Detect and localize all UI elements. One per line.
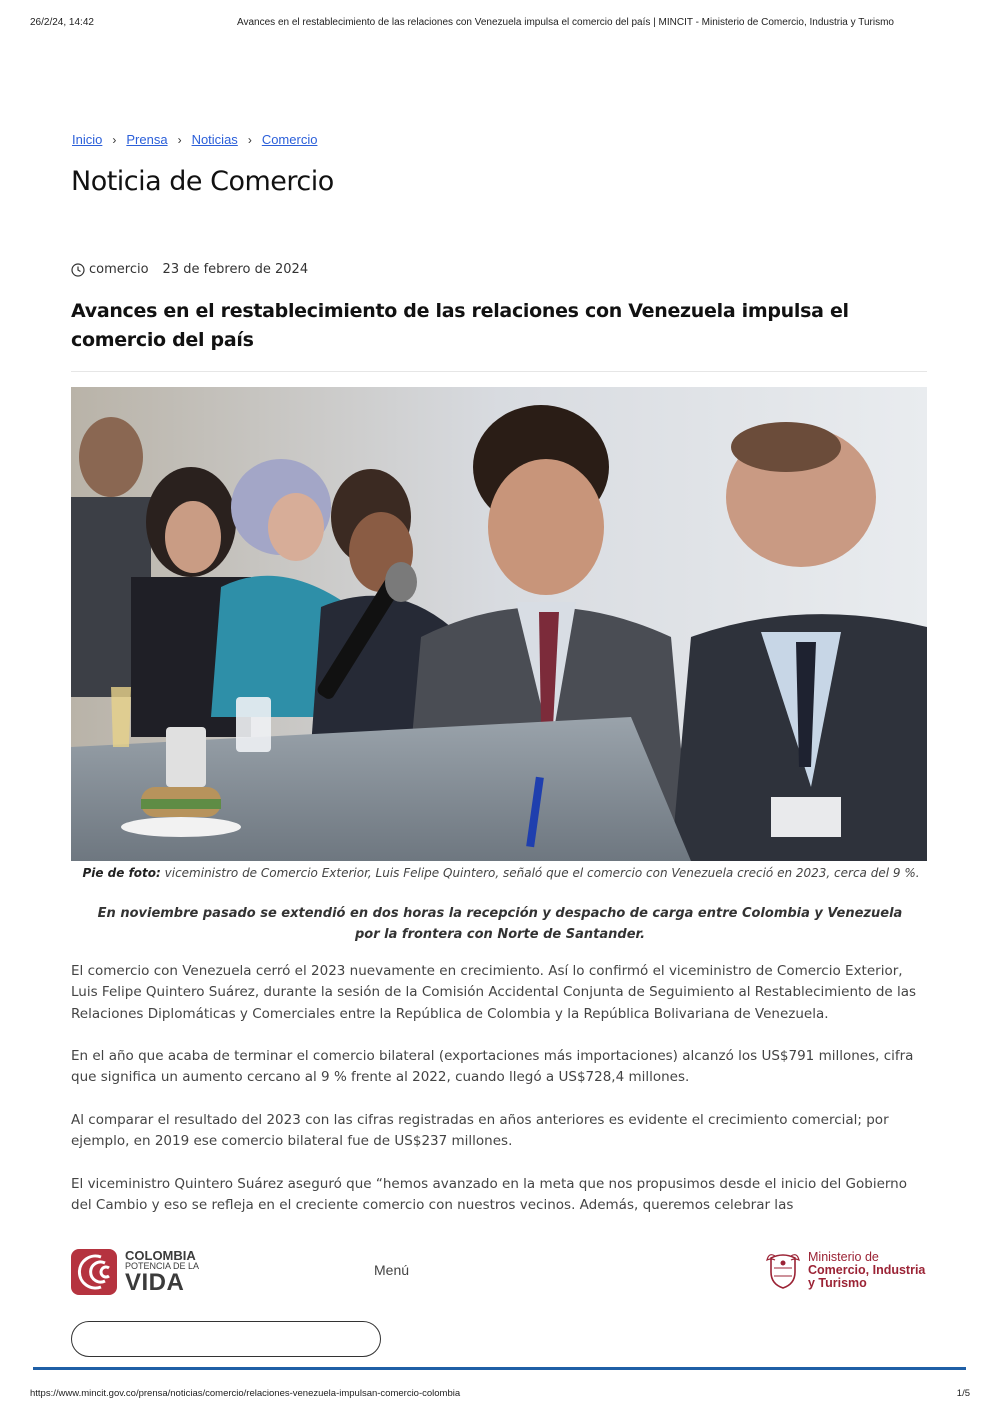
print-datetime: 26/2/24, 14:42 <box>30 17 94 28</box>
print-footer <box>30 1388 970 1399</box>
article-paragraph: En el año que acaba de terminar el comercio bilateral (exportaciones más importaciones) alcanzó los US$791 millones, cifra que significa un aumento cercano al 9 % frente al 2022, cuando llegó a US$728,4 millones. <box>71 1048 914 1086</box>
article-category: comercio <box>89 262 149 277</box>
print-url: https://www.mincit.gov.co/prensa/noticias/comercio/relaciones-venezuela-impulsan-comercio-colombia <box>30 1388 461 1399</box>
ministry-line-2: Comercio, Industria <box>808 1262 926 1277</box>
brand-line-2: POTENCIA DE LA <box>125 1261 200 1271</box>
menu-button[interactable]: Menú <box>374 1262 410 1278</box>
article-photo <box>71 387 927 861</box>
clock-icon <box>71 263 85 277</box>
coat-of-arms-icon <box>765 1250 801 1290</box>
article-paragraph: Al comparar el resultado del 2023 con las cifras registradas en años anteriores es evidente el crecimiento comercial; por ejemplo, en 2019 ese comercio bilateral fue de US$237 millones. <box>71 1112 889 1150</box>
breadcrumb-link-comercio[interactable]: Comercio <box>261 132 318 147</box>
breadcrumb-link-inicio[interactable]: Inicio <box>72 132 103 147</box>
print-document-title: Avances en el restablecimiento de las relaciones con Venezuela impulsa el comercio del país | MINCIT - Ministerio de Comercio, Industria y Turismo <box>237 17 894 28</box>
caption-text: viceministro de Comercio Exterior, Luis Felipe Quintero, señaló que el comercio con Venezuela creció en 2023, cerca del 9 %. <box>164 866 920 880</box>
chevron-right-icon: › <box>112 132 117 147</box>
ministry-line-3: y Turismo <box>808 1275 867 1290</box>
article-body <box>71 961 931 1238</box>
chevron-right-icon: › <box>177 132 182 147</box>
ministry-line-1: Ministerio de <box>808 1249 879 1264</box>
article-meta <box>71 262 308 277</box>
ministry-logo-text <box>808 1251 925 1290</box>
article-paragraph: El viceministro Quintero Suárez aseguró que “hemos avanzado en la meta que nos propusimos desde el inicio del Gobierno del Cambio y eso se refleja en el creciente comercio con nuestros vecinos. Además, queremos celebrar las <box>71 1175 907 1214</box>
brand-line-3: VIDA <box>125 1269 185 1296</box>
divider <box>71 371 927 372</box>
article-date: 23 de febrero de 2024 <box>162 262 309 277</box>
article-paragraph: El comercio con Venezuela cerró el 2023 nuevamente en crecimiento. Así lo confirmó el viceministro de Comercio Exterior, Luis Felipe Quintero Suárez, durante la sesión de la Comisión Accidental Conjunta de Seguimiento al Restablecimiento de las Relaciones Diplomáticas y Comerciales entre la República de Colombia y la República Bolivariana de Venezuela. <box>71 963 917 1022</box>
colombia-logo-icon <box>71 1249 117 1295</box>
colombia-potencia-logo[interactable] <box>71 1249 199 1295</box>
article-headline: Avances en el restablecimiento de las relaciones con Venezuela impulsa el comercio del país <box>71 300 849 351</box>
photo-caption <box>71 866 931 880</box>
meeting-photo-illustration <box>71 387 927 861</box>
breadcrumb <box>72 132 317 147</box>
brand-line-1: COLOMBIA <box>125 1248 196 1263</box>
page-title: Noticia de Comercio <box>71 166 334 197</box>
colombia-logo-text <box>125 1249 199 1295</box>
chevron-right-icon: › <box>247 132 252 147</box>
footer-rule <box>33 1367 966 1370</box>
ministry-logo[interactable] <box>765 1250 925 1290</box>
caption-label: Pie de foto: <box>82 866 161 880</box>
breadcrumb-link-prensa[interactable]: Prensa <box>126 132 168 147</box>
search-input[interactable] <box>71 1321 381 1357</box>
article-lead: En noviembre pasado se extendió en dos horas la recepción y despacho de carga entre Colombia y Venezuela por la frontera con Norte de Santander. <box>97 906 903 942</box>
breadcrumb-link-noticias[interactable]: Noticias <box>191 132 238 147</box>
print-page-number: 1/5 <box>956 1388 970 1399</box>
